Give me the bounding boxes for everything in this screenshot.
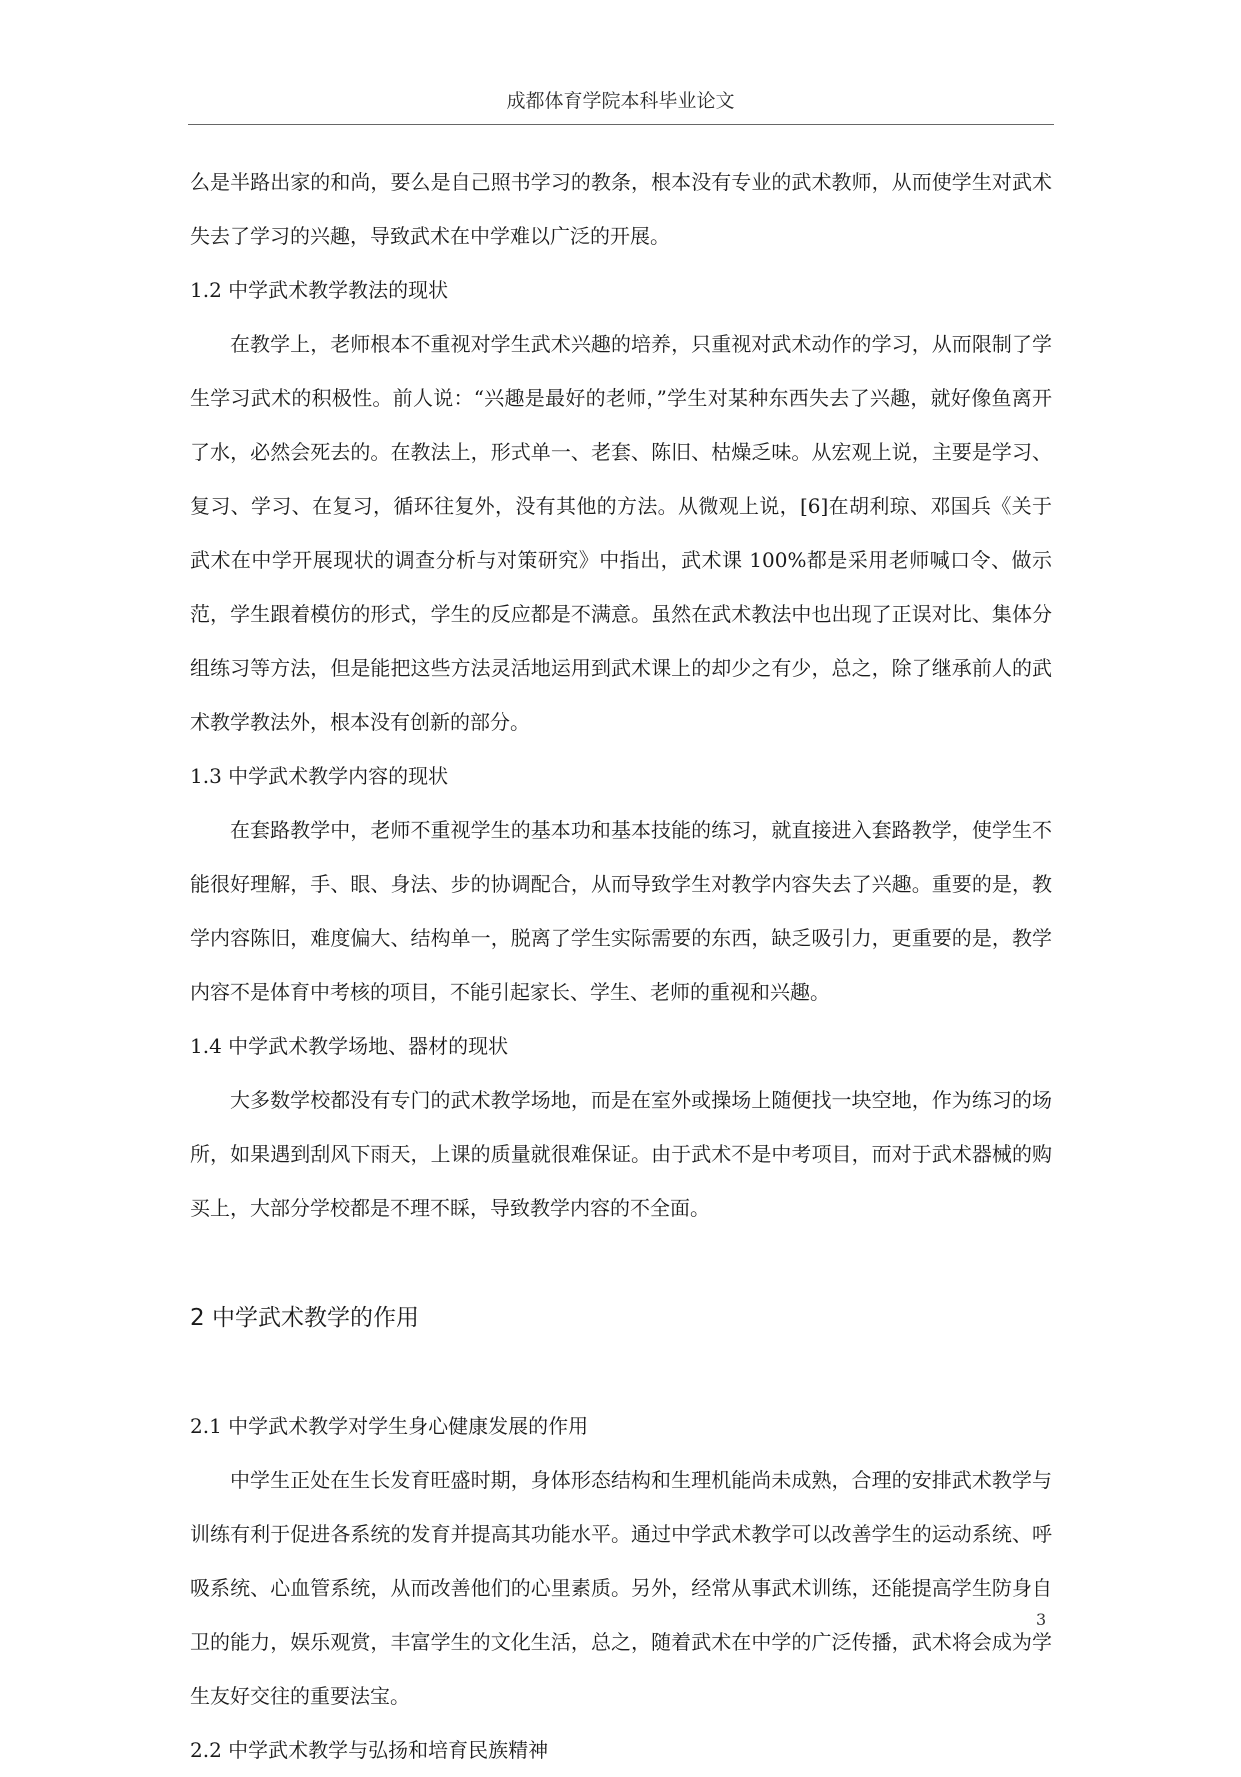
section-heading-1-3: 1.3 中学武术教学内容的现状	[190, 764, 449, 788]
paragraph-1-3: 在套路教学中，老师不重视学生的基本功和基本技能的练习，就直接进入套路教学，使学生不能很好理解，手、眼、身法、步的协调配合，从而导致学生对教学内容失去了兴趣。重要的是，教学内容陈旧，难度偏大、结构单一，脱离了学生实际需要的东西，缺乏吸引力，更重要的是，教学内容不是体育中考核的项目，不能引起家长、学生、老师的重视和兴趣。	[190, 818, 1052, 1004]
paragraph-1-4: 大多数学校都没有专门的武术教学场地，而是在室外或操场上随便找一块空地，作为练习的场所，如果遇到刮风下雨天，上课的质量就很难保证。由于武术不是中考项目，而对于武术器械的购买上，大部分学校都是不理不睬，导致教学内容的不全面。	[190, 1088, 1052, 1220]
page-number: 3	[1036, 1610, 1047, 1629]
spacer	[190, 1345, 1052, 1399]
running-header: 成都体育学院本科毕业论文	[506, 90, 735, 112]
chapter-heading-2: 2 中学武术教学的作用	[190, 1305, 419, 1331]
section-heading-2-1: 2.1 中学武术教学对学生身心健康发展的作用	[190, 1414, 589, 1438]
section-heading-2-2: 2.2 中学武术教学与弘扬和培育民族精神	[190, 1738, 549, 1762]
header-rule	[188, 124, 1054, 125]
paragraph-2-1: 中学生正处在生长发育旺盛时期，身体形态结构和生理机能尚未成熟，合理的安排武术教学与训练有利于促进各系统的发育并提高其功能水平。通过中学武术教学可以改善学生的运动系统、呼吸系统、心血管系统，从而改善他们的心里素质。另外，经常从事武术训练，还能提高学生防身自卫的能力，娱乐观赏，丰富学生的文化生活，总之，随着武术在中学的广泛传播，武术将会成为学生友好交往的重要法宝。	[190, 1468, 1052, 1708]
paragraph-1-2: 在教学上，老师根本不重视对学生武术兴趣的培养，只重视对武术动作的学习，从而限制了学生学习武术的积极性。前人说：“兴趣是最好的老师，”学生对某种东西失去了兴趣，就好像鱼离开了水，必然会死去的。在教法上，形式单一、老套、陈旧、枯燥乏味。从宏观上说，主要是学习、复习、学习、在复习，循环往复外，没有其他的方法。从微观上说，[6]在胡利琼、邓国兵《关于武术在中学开展现状的调查分析与对策研究》中指出，武术课 100%都是采用老师喊口令、做示范，学生跟着模仿的形式，学生的反应都是不满意。虽然在武术教法中也出现了正误对比、集体分组练习等方法，但是能把这些方法灵活地运用到武术课上的却少之有少，总之，除了继承前人的武术教学教法外，根本没有创新的部分。	[190, 332, 1052, 734]
section-heading-1-4: 1.4 中学武术教学场地、器材的现状	[190, 1034, 509, 1058]
page-body	[190, 155, 1052, 1777]
section-heading-1-2: 1.2 中学武术教学教法的现状	[190, 278, 449, 302]
paragraph-continued: 么是半路出家的和尚，要么是自己照书学习的教条，根本没有专业的武术教师，从而使学生对武术失去了学习的兴趣，导致武术在中学难以广泛的开展。	[190, 170, 1052, 248]
spacer	[190, 1235, 1052, 1291]
